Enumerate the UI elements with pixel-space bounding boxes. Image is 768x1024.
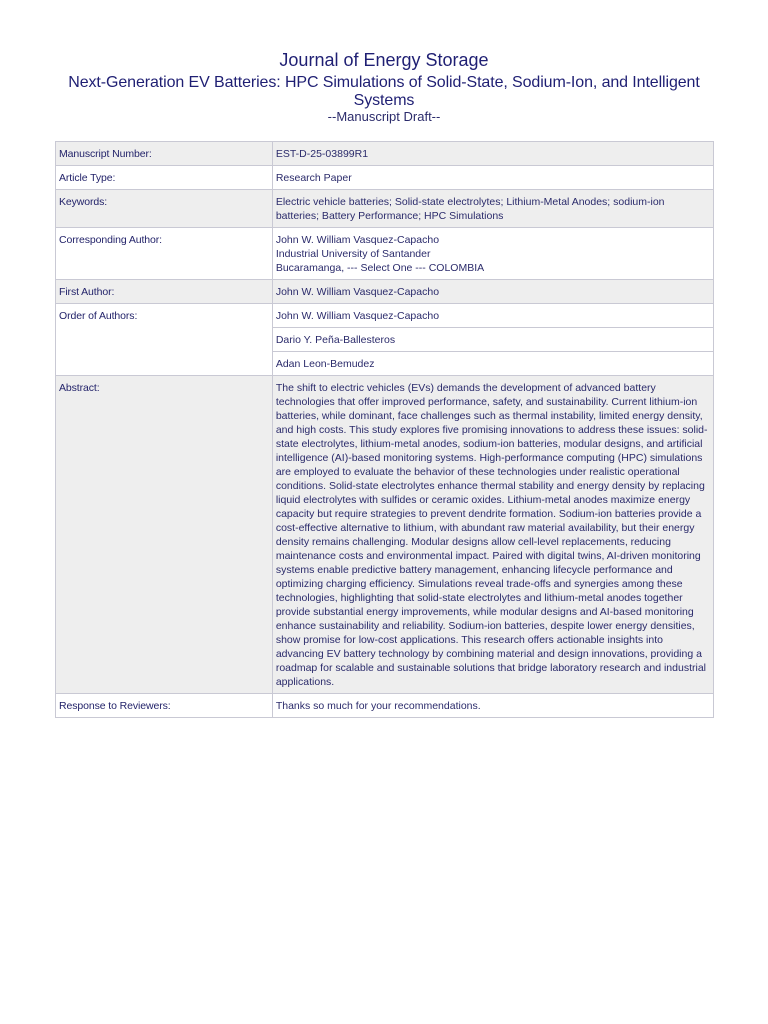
table-row-corresponding-author	[56, 228, 714, 280]
author-entry-1: John W. William Vasquez-Capacho	[272, 304, 713, 328]
manuscript-info-table	[55, 141, 714, 718]
table-row-article-type	[56, 166, 714, 190]
table-row-abstract	[56, 376, 714, 694]
draft-label: --Manuscript Draft--	[327, 109, 441, 124]
corresponding-author-value	[272, 228, 713, 280]
article-type-value: Research Paper	[272, 166, 713, 190]
article-title: Next-Generation EV Batteries: HPC Simulations of Solid-State, Sodium-Ion, and Intelligent Systems	[68, 74, 700, 109]
corresponding-author-label: Corresponding Author:	[56, 228, 273, 280]
author-entry-3: Adan Leon-Bemudez	[272, 352, 713, 376]
corresponding-author-name: John W. William Vasquez-Capacho	[275, 234, 440, 246]
abstract-text: The shift to electric vehicles (EVs) demands the development of advanced battery technologies that offer improved performance, safety, and sustainability. Current lithium-ion batteries, while dominant, face challenges such as thermal instability, limited energy density, and high costs. This study explores five promising innovations to address these issues: solid-state electrolytes, lithium-metal anodes, sodium-ion batteries, modular designs, and artificial intelligence (AI)-based monitoring systems. High-performance computing (HPC) simulations are employed to evaluate the behavior of these technologies under realistic operational conditions. Solid-state electrolytes enhance thermal stability and energy density by replacing liquid electrolytes with sulfides or ceramic oxides. Lithium-metal anodes maximize energy capacity but require strategies to prevent dendrite formation. Sodium-ion batteries provide a cost-effective alternative to lithium, with abundant raw material availability, but their energy density remains challenging. Modular designs allow cell-level replacements, reducing maintenance costs and environmental impact. Paired with digital twins, AI-driven monitoring systems enable predictive battery management, enhancing lifecycle performance and optimizing charging efficiency. Simulations reveal trade-offs and synergies among these technologies, highlighting that solid-state electrolytes and lithium-metal anodes together provide substantial energy improvements, while modular designs and AI-based monitoring enhance sustainability and reliability. Sodium-ion batteries, despite lower energy densities, show promise for low-cost applications. This research offers actionable insights into advancing EV battery technology by combining material and design innovations, providing a roadmap for scalable and sustainable solutions that bridge laboratory research and industrial applications.	[272, 376, 713, 694]
abstract-label: Abstract:	[56, 376, 273, 694]
table-row-response-to-reviewers	[56, 694, 714, 718]
journal-title: Journal of Energy Storage	[279, 50, 489, 70]
response-to-reviewers-value: Thanks so much for your recommendations.	[272, 694, 713, 718]
first-author-value: John W. William Vasquez-Capacho	[272, 280, 713, 304]
table-row-keywords	[56, 190, 714, 228]
corresponding-author-institution: Industrial University of Santander	[275, 248, 431, 260]
table-row-first-author	[56, 280, 714, 304]
first-author-label: First Author:	[56, 280, 273, 304]
manuscript-number-value: EST-D-25-03899R1	[272, 142, 713, 166]
keywords-value: Electric vehicle batteries; Solid-state electrolytes; Lithium-Metal Anodes; sodium-ion batteries; Battery Performance; HPC Simulations	[272, 190, 713, 228]
keywords-label: Keywords:	[56, 190, 273, 228]
corresponding-author-location: Bucaramanga, --- Select One --- COLOMBIA	[275, 262, 485, 274]
author-entry-2: Dario Y. Peña-Ballesteros	[272, 328, 713, 352]
article-type-label: Article Type:	[56, 166, 273, 190]
document-header	[0, 48, 768, 124]
table-row-manuscript-number	[56, 142, 714, 166]
response-to-reviewers-label: Response to Reviewers:	[56, 694, 273, 718]
table-row-order-of-authors	[56, 304, 714, 328]
manuscript-number-label: Manuscript Number:	[56, 142, 273, 166]
order-of-authors-label: Order of Authors:	[56, 304, 273, 376]
